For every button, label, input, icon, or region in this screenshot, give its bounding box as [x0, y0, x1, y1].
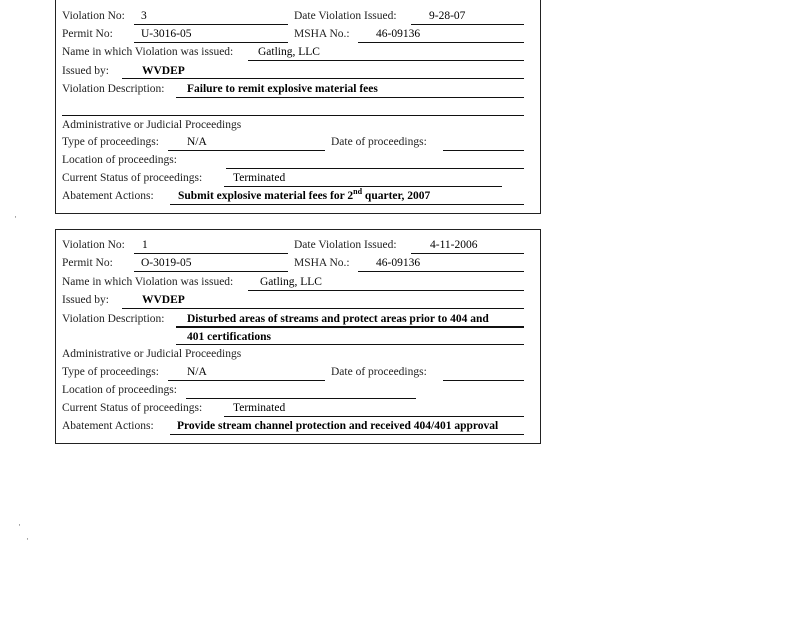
- msha-no-value: 46-09136: [376, 28, 421, 40]
- type-proceedings-value: N/A: [187, 136, 207, 148]
- violation-no-label: Violation No:: [62, 239, 125, 251]
- underline: [134, 253, 288, 254]
- permit-no-label: Permit No:: [62, 28, 113, 40]
- location-proceedings-label: Location of proceedings:: [62, 384, 177, 396]
- abatement-value: Submit explosive material fees for 2nd quarter, 2007: [178, 187, 431, 202]
- underline: [176, 326, 524, 328]
- name-issued-value: Gatling, LLC: [260, 276, 322, 288]
- location-proceedings-label: Location of proceedings:: [62, 154, 177, 166]
- date-proceedings-label: Date of proceedings:: [331, 366, 427, 378]
- underline: [122, 78, 524, 79]
- underline: [170, 204, 524, 205]
- issued-by-label: Issued by:: [62, 65, 109, 77]
- description-label: Violation Description:: [62, 83, 165, 95]
- underline: [443, 380, 524, 381]
- underline: [443, 150, 524, 151]
- date-issued-label: Date Violation Issued:: [294, 239, 397, 251]
- name-issued-label: Name in which Violation was issued:: [62, 276, 234, 288]
- description-line-2: 401 certifications: [187, 331, 271, 343]
- permit-no-value: O-3019-05: [141, 257, 192, 269]
- type-proceedings-label: Type of proceedings:: [62, 366, 159, 378]
- underline: [411, 253, 524, 254]
- date-issued-label: Date Violation Issued:: [294, 10, 397, 22]
- admin-proceedings-heading: Administrative or Judicial Proceedings: [62, 119, 242, 131]
- underline: [168, 380, 325, 381]
- underline: [62, 115, 524, 116]
- description-line-1: Disturbed areas of streams and protect areas prior to 404 and: [187, 313, 489, 325]
- underline: [358, 271, 524, 272]
- description-label: Violation Description:: [62, 313, 165, 325]
- violation-no-value: 3: [141, 10, 147, 22]
- abatement-label: Abatement Actions:: [62, 190, 154, 202]
- underline: [224, 186, 502, 187]
- underline: [122, 308, 524, 309]
- underline: [411, 24, 524, 25]
- scan-speck: ·: [26, 534, 29, 544]
- scan-speck: ·: [18, 520, 21, 530]
- underline: [168, 150, 325, 151]
- violation-no-value: 1: [142, 239, 148, 251]
- type-proceedings-label: Type of proceedings:: [62, 136, 159, 148]
- underline: [226, 168, 524, 169]
- underline: [134, 24, 288, 25]
- msha-no-label: MSHA No.:: [294, 257, 350, 269]
- admin-proceedings-heading: Administrative or Judicial Proceedings: [62, 348, 242, 360]
- violation-no-label: Violation No:: [62, 10, 125, 22]
- abatement-value: Provide stream channel protection and received 404/401 approval: [177, 420, 499, 432]
- issued-by-value: WVDEP: [142, 294, 185, 306]
- date-issued-value: 4-11-2006: [430, 239, 478, 251]
- underline: [186, 398, 416, 399]
- underline: [134, 42, 288, 43]
- name-issued-label: Name in which Violation was issued:: [62, 46, 234, 58]
- underline: [176, 97, 524, 98]
- status-proceedings-label: Current Status of proceedings:: [62, 402, 203, 414]
- type-proceedings-value: N/A: [187, 366, 207, 378]
- issued-by-label: Issued by:: [62, 294, 109, 306]
- underline: [134, 271, 288, 272]
- underline: [358, 42, 524, 43]
- msha-no-label: MSHA No.:: [294, 28, 350, 40]
- underline: [248, 60, 524, 61]
- violation-record-2: [55, 229, 541, 444]
- violation-record-1: [55, 0, 541, 214]
- abatement-label: Abatement Actions:: [62, 420, 154, 432]
- date-issued-value: 9-28-07: [429, 10, 466, 22]
- permit-no-value: U-3016-05: [141, 28, 192, 40]
- status-proceedings-label: Current Status of proceedings:: [62, 172, 203, 184]
- underline: [224, 416, 524, 417]
- status-proceedings-value: Terminated: [233, 402, 286, 414]
- issued-by-value: WVDEP: [142, 65, 185, 77]
- name-issued-value: Gatling, LLC: [258, 46, 320, 58]
- msha-no-value: 46-09136: [376, 257, 421, 269]
- scan-speck: ·: [14, 212, 17, 222]
- underline: [170, 434, 524, 435]
- permit-no-label: Permit No:: [62, 257, 113, 269]
- date-proceedings-label: Date of proceedings:: [331, 136, 427, 148]
- description-value: Failure to remit explosive material fees: [187, 83, 378, 95]
- underline: [176, 344, 524, 345]
- status-proceedings-value: Terminated: [233, 172, 286, 184]
- underline: [248, 290, 524, 291]
